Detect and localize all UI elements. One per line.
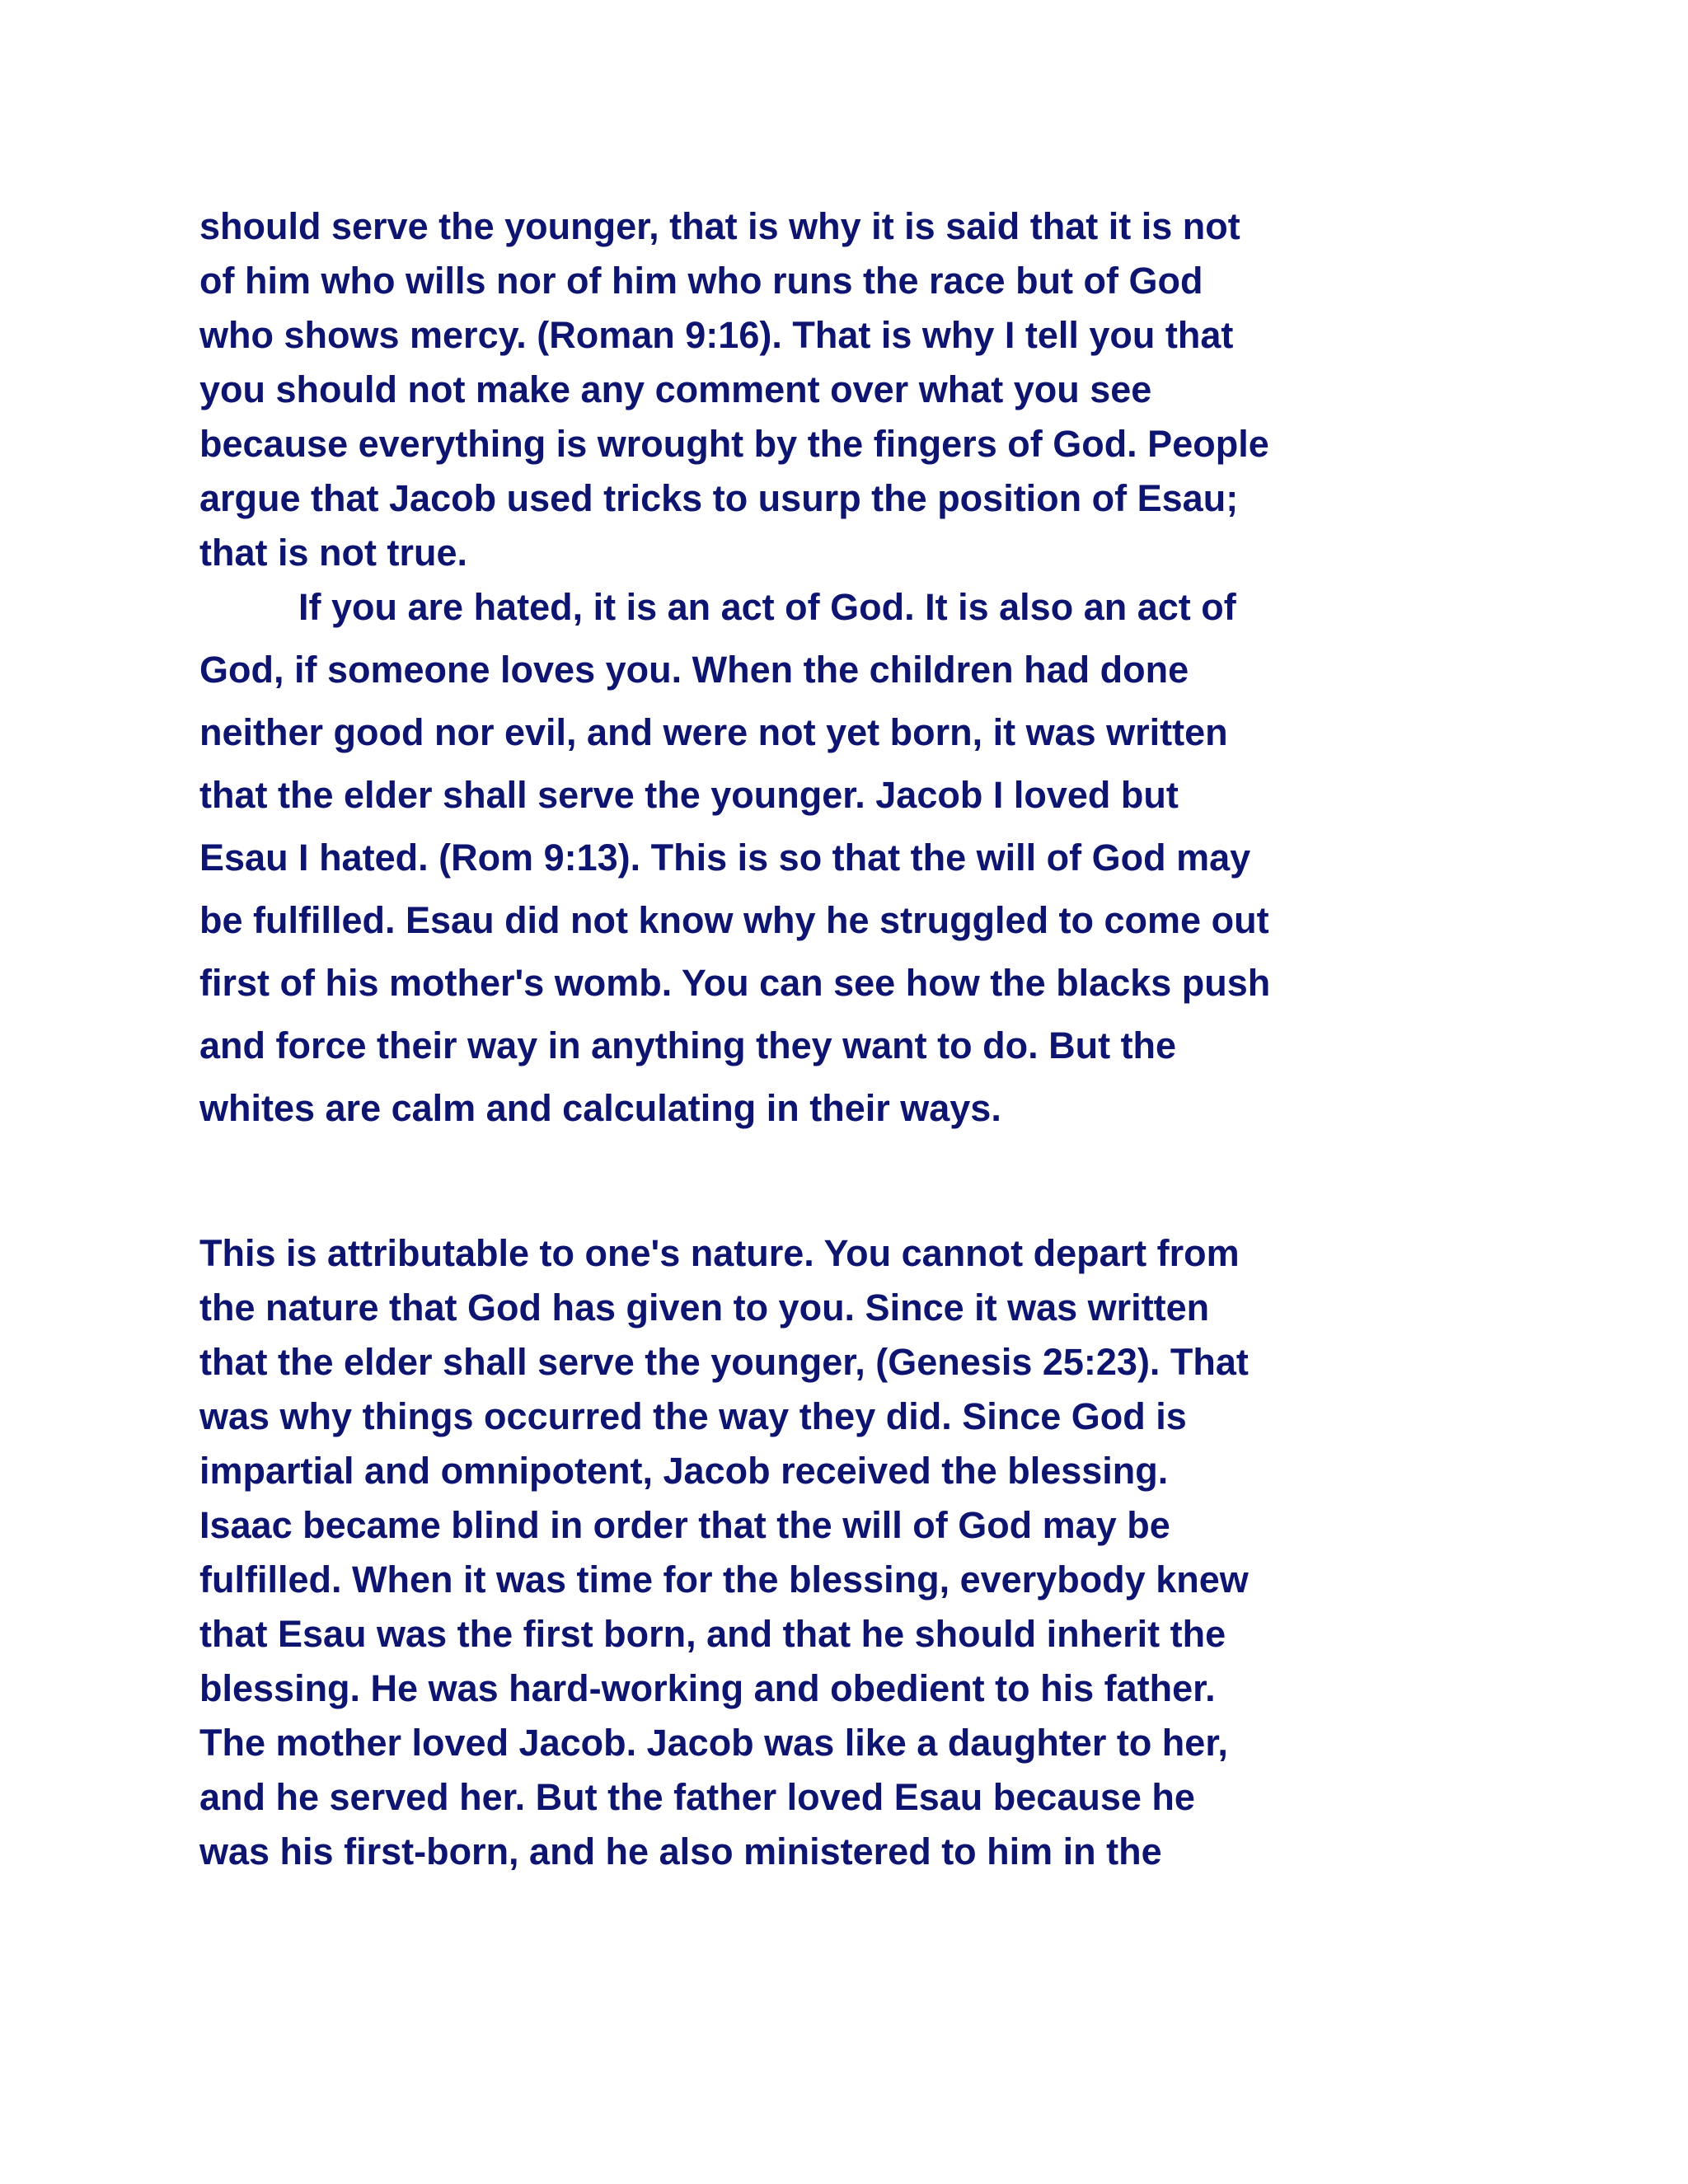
text-line: of him who wills nor of him who runs the race but of God (199, 260, 1203, 302)
text-line: was his first-born, and he also ministered to him in the (199, 1830, 1162, 1872)
text-line: and force their way in anything they want to do. But the (199, 1024, 1177, 1066)
text-line: Esau I hated. (Rom 9:13). This is so that the will of God may (199, 837, 1251, 879)
text-line: the nature that God has given to you. Since it was written (199, 1286, 1210, 1329)
text-line: Isaac became blind in order that the will of God may be (199, 1504, 1170, 1546)
text-line: was why things occurred the way they did. Since God is (199, 1395, 1187, 1437)
text-line: fulfilled. When it was time for the blessing, everybody knew (199, 1558, 1249, 1601)
text-line: that Esau was the first born, and that he should inherit the (199, 1613, 1226, 1655)
text-line: If you are hated, it is an act of God. It is also an act of (298, 586, 1236, 628)
text-line: argue that Jacob used tricks to usurp the position of Esau; (199, 477, 1239, 519)
text-line: who shows mercy. (Roman 9:16). That is why I tell you that (199, 314, 1234, 356)
text-line: impartial and omnipotent, Jacob received the blessing. (199, 1450, 1169, 1492)
text-line: first of his mother's womb. You can see how the blacks push (199, 962, 1271, 1004)
text-line: because everything is wrought by the fingers of God. People (199, 423, 1269, 465)
text-line: you should not make any comment over what you see (199, 368, 1152, 410)
text-line: God, if someone loves you. When the children had done (199, 649, 1189, 691)
text-line: neither good nor evil, and were not yet born, it was written (199, 711, 1228, 753)
text-line: and he served her. But the father loved Esau because he (199, 1776, 1195, 1818)
text-line: blessing. He was hard-working and obedient to his father. (199, 1667, 1216, 1709)
text-line: that is not true. (199, 532, 467, 574)
text-line: should serve the younger, that is why it is said that it is not (199, 205, 1240, 247)
text-line: whites are calm and calculating in their ways. (199, 1087, 1001, 1129)
text-line: that the elder shall serve the younger, (Genesis 25:23). That (199, 1341, 1249, 1383)
text-line: This is attributable to one's nature. You cannot depart from (199, 1232, 1240, 1274)
text-line: be fulfilled. Esau did not know why he struggled to come out (199, 899, 1269, 941)
text-line: that the elder shall serve the younger. Jacob I loved but (199, 774, 1179, 816)
text-line: The mother loved Jacob. Jacob was like a daughter to her, (199, 1722, 1228, 1764)
